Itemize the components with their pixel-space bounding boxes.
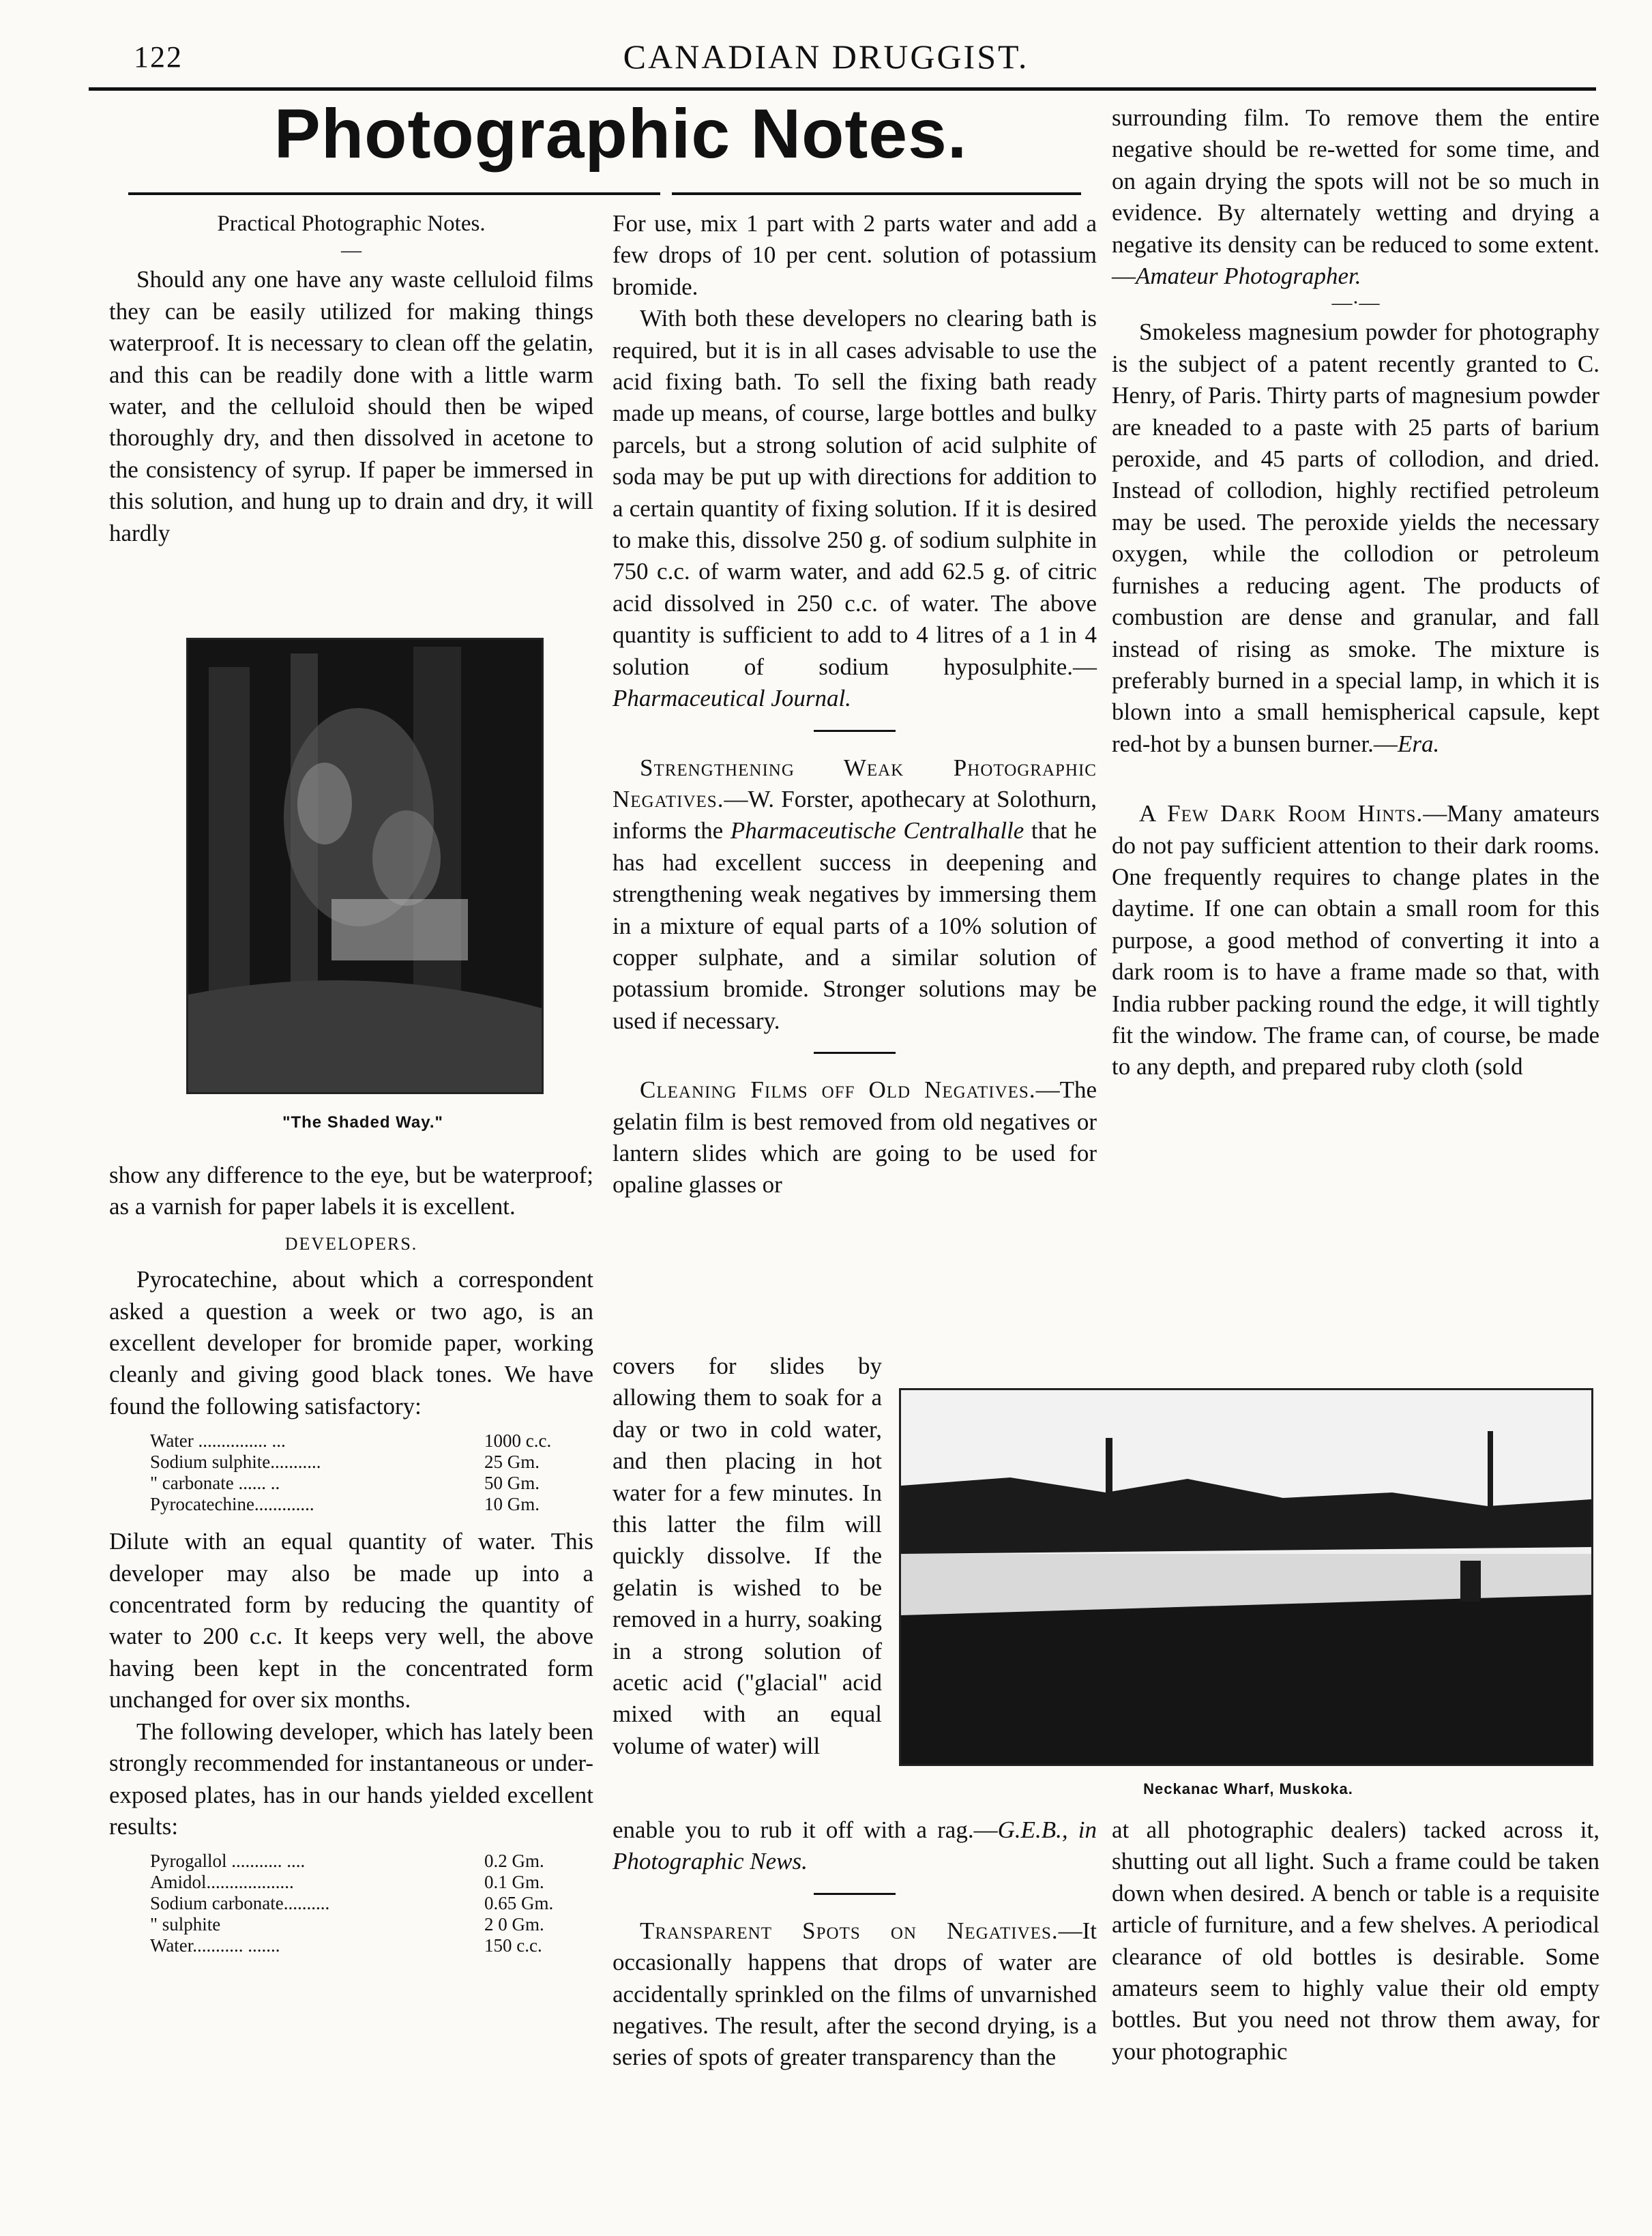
formula-row: [109, 1473, 593, 1494]
paragraph-text: —W. Forster, apothecary at Solothurn, informs the: [613, 785, 1097, 844]
divider: [814, 1052, 896, 1054]
divider: —·—: [1331, 291, 1380, 314]
column-1: [109, 208, 593, 549]
divider: [1112, 772, 1599, 786]
amount: 2 0 Gm.: [484, 1914, 544, 1935]
divider: [814, 730, 896, 732]
formula-table-1: [109, 1430, 593, 1515]
neckanac-wharf-photo: [899, 1388, 1593, 1766]
amount: 0.65 Gm.: [484, 1893, 554, 1914]
amount: 0.2 Gm.: [484, 1851, 544, 1872]
paragraph: [613, 1915, 1097, 2074]
paragraph: For use, mix 1 part with 2 parts water and add a few drops of 10 per cent. solution of potassium bromide.: [613, 210, 1097, 300]
photo-caption: Neckanac Wharf, Muskoka.: [1143, 1780, 1353, 1797]
formula-table-2: [109, 1851, 593, 1956]
source: Amateur Photographer.: [1136, 263, 1361, 290]
ingredient: Water ............... ...: [150, 1430, 286, 1452]
paragraph-text: —It occasionally happens that drops of water are accidentally sprinkled on the films of unvarnished negatives. The result, after the second drying, is a series of spots of greater transparency than the: [613, 1917, 1097, 2071]
title-rule-left: [128, 192, 660, 195]
title-rule-right: [672, 192, 1081, 195]
ingredient: Water........... .......: [150, 1935, 280, 1956]
article-heading: Cleaning Films off Old Negatives.: [640, 1076, 1036, 1104]
amount: 25 Gm.: [484, 1452, 540, 1473]
section-heading: Practical Photographic Notes.: [217, 211, 486, 236]
source: Era.: [1397, 730, 1440, 757]
page-number: 122: [134, 40, 183, 74]
paragraph: at all photographic dealers) tacked across it, shutting out all light. Such a frame could be taken down when desired. A bench or table is a requisite article of furniture, and a few shelves. A periodical clearance of old bottles is desirable. Some amateurs seem to highly value their old empty bottles. But you need not throw them away, for your photographic: [1112, 1816, 1599, 2065]
paragraph-text: that he has had excellent success in deepening and strengthening weak negatives by immersing them in a mixture of equal parts of a 10% solution of copper sulphate, and a similar solution of potassium bromide. Stronger solutions may be used if necessary.: [613, 817, 1097, 1034]
column-2: [613, 208, 1097, 1201]
paragraph: Pyrocatechine, about which a correspondent asked a question a week or two ago, is an excellent developer for bromide paper, working cleanly and giving good black tones. We have found the following satisfactory:: [109, 1266, 593, 1419]
source: Pharmaceutical Journal.: [613, 685, 851, 712]
article-heading: A Few Dark Room Hints.: [1139, 800, 1424, 827]
amount: 10 Gm.: [484, 1494, 540, 1515]
paragraph: [613, 752, 1097, 1038]
shaded-way-image: [188, 640, 542, 1092]
header-rule: [89, 87, 1596, 91]
column-2-bottom: [613, 1814, 1097, 2074]
amount: 0.1 Gm.: [484, 1872, 544, 1893]
paragraph-text: With both these developers no clearing bath is required, but it is in all cases advisable to use the acid fixing bath. To sell the fixing bath ready made up means, of course, large bottles and bulky parcels, but a strong solution of acid sulphite of soda may be put up with directions for addition to a certain quantity of fixing solution. If it is desired to make this, dissolve 250 g. of sodium sulphite in 750 c.c. of warm water, and add 62.5 g. of citric acid dissolved in 250 c.c. of water. The above quantity is sufficient to add to 4 litres of a 1 in 4 solution of sodium hyposulphite.—: [613, 305, 1097, 680]
formula-row: [109, 1872, 593, 1893]
formula-row: [109, 1935, 593, 1956]
divider: [814, 1893, 896, 1895]
column-2-wrapped: [613, 1351, 882, 1762]
formula-row: [109, 1452, 593, 1473]
paragraph: [1112, 798, 1599, 1083]
paragraph: Dilute with an equal quantity of water. This developer may also be made up into a concentrated form by reducing the quantity of water to 200 c.c. It keeps very well, the above having been kept in the concentrated form unchanged for over six months.: [109, 1528, 593, 1713]
paragraph-text: enable you to rub it off with a rag.—: [613, 1816, 998, 1843]
column-3: [1112, 102, 1599, 1083]
shaded-way-photo: [186, 638, 544, 1094]
paragraph: [613, 303, 1097, 714]
paragraph: [1112, 102, 1599, 292]
paragraph: [1112, 317, 1599, 760]
photo-caption: "The Shaded Way.": [282, 1113, 443, 1132]
neckanac-wharf-image: [901, 1390, 1591, 1764]
divider: —: [341, 239, 362, 262]
amount: 1000 c.c.: [484, 1430, 552, 1452]
source: G.E.B., in Photographic News.: [613, 1816, 1097, 1875]
article-heading: Strengthening Weak Photographic Negatives.: [613, 754, 1097, 812]
column-1-continued: [109, 1160, 593, 1967]
paragraph-text: —Many amateurs do not pay sufficient attention to their dark rooms. One frequently requires to change plates in the daytime. If one can obtain a small room for this purpose, a good method of converting it into a dark room is to have a frame made so that, with India rubber packing round the edge, it will tightly fit the window. The frame can, of course, be made to any depth, and prepared ruby cloth (sold: [1112, 800, 1600, 1080]
paragraph: The following developer, which has lately been strongly recommended for instantaneous or under-exposed plates, has in our hands yielded excellent results:: [109, 1718, 593, 1840]
amount: 50 Gm.: [484, 1473, 540, 1494]
paragraph: show any difference to the eye, but be waterproof; as a varnish for paper labels it is excellent.: [109, 1162, 593, 1220]
article-heading: Transparent Spots on Negatives.: [640, 1917, 1059, 1944]
paragraph: [613, 1814, 1097, 1878]
paragraph-text: Smokeless magnesium powder for photography is the subject of a patent recently granted to C. Henry, of Paris. Thirty parts of magnesium powder are kneaded to a paste with 25 parts of barium peroxide, and 45 parts of collodion, and dried. Instead of collodion, highly rectified petroleum may be used. The peroxide yields the necessary oxygen, while the collodion or petroleum furnishes a reducing agent. The products of combustion are dense and granular, and fall instead of rising as smoke. The mixture is preferably burned in a special lamp, in which it is blown into a small hemispherical capsule, kept red-hot by a bunsen burner.—: [1112, 319, 1599, 757]
ingredient: Sodium carbonate..........: [150, 1893, 330, 1914]
column-3-bottom: [1112, 1814, 1599, 2068]
paragraph-text: —The gelatin film is best removed from old negatives or lantern slides which are going to be used for opaline glasses or: [613, 1076, 1097, 1198]
running-title: CANADIAN DRUGGIST.: [623, 38, 1029, 76]
ingredient: " sulphite: [150, 1914, 221, 1935]
amount: 150 c.c.: [484, 1935, 542, 1956]
ingredient: Pyrocatechine.............: [150, 1494, 314, 1515]
ingredient: Sodium sulphite...........: [150, 1452, 321, 1473]
formula-row: [109, 1893, 593, 1914]
formula-row: [109, 1430, 593, 1452]
paragraph: covers for slides by allowing them to soak for a day or two in cold water, and then placing in hot water for a few minutes. In this latter the film will quickly dissolve. If the gelatin is wished to be removed in a hurry, soaking in a strong solution of acetic acid ("glacial" acid mixed with an equal volume of water) will: [613, 1353, 882, 1759]
ingredient: Pyrogallol ........... ....: [150, 1851, 306, 1872]
formula-row: [109, 1914, 593, 1935]
paragraph-text: surrounding film. To remove them the entire negative should be re-wetted for some time, and on again drying the spots will not be so much in evidence. By alternately wetting and drying a negative its density can be reduced to some extent.—: [1112, 104, 1599, 290]
formula-row: [109, 1494, 593, 1515]
ingredient: Amidol...................: [150, 1872, 294, 1893]
paragraph: [613, 1074, 1097, 1201]
developers-heading: DEVELOPERS.: [284, 1233, 418, 1254]
journal-name: Pharmaceutische Centralhalle: [730, 817, 1024, 844]
ingredient: " carbonate ...... ..: [150, 1473, 280, 1494]
formula-row: [109, 1851, 593, 1872]
page-title: Photographic Notes.: [274, 95, 968, 173]
paragraph: Should any one have any waste celluloid films they can be easily utilized for making things waterproof. It is necessary to clean off the gelatin, and this can be readily done with a little warm water, and the celluloid should then be wiped thoroughly dry, and then dissolved in acetone to the consistency of syrup. If paper be immersed in this solution, and hung up to drain and dry, it will hardly: [109, 266, 593, 546]
